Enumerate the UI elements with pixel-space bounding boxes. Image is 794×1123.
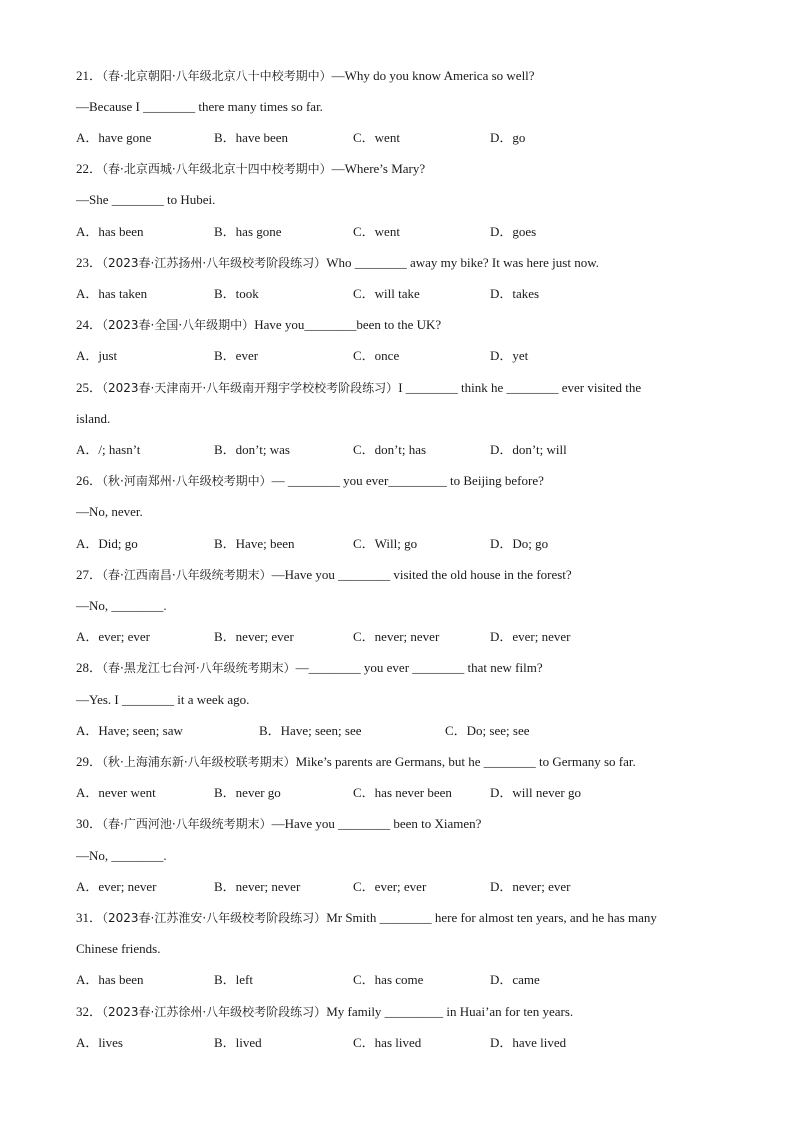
question-number: 21． [76,68,103,83]
option-c[interactable]: C．never; never [353,629,440,644]
option-d[interactable]: D．takes [490,286,540,301]
option-a[interactable]: A．ever; ever [76,629,150,644]
question-number: 24． [76,317,103,332]
question-number: 23． [76,255,103,270]
option-c[interactable]: C．once [353,348,400,363]
question-text: Mr Smith ________ here for almost ten years, and he has many [326,910,657,925]
option-c[interactable]: C．Will; go [353,536,418,551]
question-source: （秋·河南郑州·八年级校考期中） [102,474,272,488]
question-number: 28． [76,660,103,675]
option-a[interactable]: A．lives [76,1035,123,1050]
question-25-line-2: island. [76,411,111,426]
question-source: （春·江西南昌·八年级统考期末） [102,568,272,582]
option-d[interactable]: D．have lived [490,1035,567,1050]
option-a[interactable]: A．just [76,348,118,363]
option-a[interactable]: A．have gone [76,130,152,145]
question-number: 30． [76,816,103,831]
question-source: （2023春·江苏淮安·八年级校考阶段练习） [102,911,327,925]
option-d[interactable]: D．came [490,972,540,987]
question-number: 26． [76,473,103,488]
question-source: （春·广西河池·八年级统考期末） [102,817,272,831]
option-c[interactable]: C．has lived [353,1035,422,1050]
option-c[interactable]: C．will take [353,286,420,301]
option-c[interactable]: C．Do; see; see [445,723,530,738]
question-text: Have you________been to the UK? [254,317,442,332]
question-28-line-2: —Yes. I ________ it a week ago. [76,692,250,707]
option-b[interactable]: B．Have; been [214,536,295,551]
option-a[interactable]: A．Did; go [76,536,138,551]
question-source: （春·北京西城·八年级北京十四中校考期中） [102,162,332,176]
question-source: （2023春·江苏扬州·八年级校考阶段练习） [102,256,327,270]
option-b[interactable]: B．never go [214,785,281,800]
option-d[interactable]: D．goes [490,224,537,239]
question-source: （秋·上海浦东新·八年级校联考期末） [102,755,296,769]
question-22-stem [76,161,734,177]
question-source: （春·北京朝阳·八年级北京八十中校考期中） [102,69,332,83]
option-d[interactable]: D．Do; go [490,536,549,551]
question-source: （2023春·天津南开·八年级南开翔宇学校校考阶段练习） [102,381,399,395]
question-23-stem [76,255,734,271]
question-number: 29． [76,754,103,769]
option-a[interactable]: A．never went [76,785,156,800]
question-number: 32． [76,1004,103,1019]
question-28-stem [76,660,734,676]
option-d[interactable]: D．don’t; will [490,442,567,457]
question-27-line-2: —No, ________. [76,598,167,613]
question-number: 31． [76,910,103,925]
question-text: —Where’s Mary? [331,161,426,176]
option-b[interactable]: B．has gone [214,224,282,239]
question-32-stem [76,1004,734,1020]
option-c[interactable]: C．has never been [353,785,452,800]
option-b[interactable]: B．took [214,286,259,301]
option-b[interactable]: B．have been [214,130,289,145]
question-31-line-2: Chinese friends. [76,941,161,956]
option-a[interactable]: A．has been [76,224,144,239]
question-27-stem [76,567,734,583]
option-c[interactable]: C．ever; ever [353,879,427,894]
option-d[interactable]: D．will never go [490,785,581,800]
option-b[interactable]: B．never; never [214,879,301,894]
question-text: —Why do you know America so well? [331,68,535,83]
question-26-stem [76,473,734,489]
question-number: 27． [76,567,103,582]
question-text: —Have you ________ been to Xiamen? [271,816,482,831]
question-number: 22． [76,161,103,176]
option-b[interactable]: B．lived [214,1035,262,1050]
question-text: Mike’s parents are Germans, but he ________ to Germany so far. [295,754,636,769]
question-text: — ________ you ever_________ to Beijing before? [271,473,544,488]
question-source: （2023春·全国·八年级期中） [102,318,255,332]
question-31-stem [76,910,734,926]
question-21-stem [76,68,734,84]
option-c[interactable]: C．went [353,130,400,145]
option-a[interactable]: A．ever; never [76,879,157,894]
option-a[interactable]: A．has taken [76,286,148,301]
question-22-line-2: —She ________ to Hubei. [76,192,216,207]
option-c[interactable]: C．don’t; has [353,442,427,457]
question-source: （春·黑龙江七台河·八年级统考期末） [102,661,296,675]
question-21-line-2: —Because I ________ there many times so far. [76,99,323,114]
option-a[interactable]: A．/; hasn’t [76,442,141,457]
option-d[interactable]: D．go [490,130,526,145]
question-24-stem [76,317,734,333]
option-b[interactable]: B．ever [214,348,259,363]
question-text: —Have you ________ visited the old house in the forest? [271,567,572,582]
option-b[interactable]: B．Have; seen; see [259,723,362,738]
question-26-line-2: —No, never. [76,504,143,519]
question-text: Who ________ away my bike? It was here just now. [326,255,600,270]
option-d[interactable]: D．yet [490,348,529,363]
question-30-stem [76,816,734,832]
option-b[interactable]: B．don’t; was [214,442,290,457]
option-a[interactable]: A．Have; seen; saw [76,723,183,738]
option-b[interactable]: B．never; ever [214,629,294,644]
question-25-stem [76,380,734,396]
question-30-line-2: —No, ________. [76,848,167,863]
question-text: My family _________ in Huai’an for ten years. [326,1004,574,1019]
question-text: I ________ think he ________ ever visited the [398,380,642,395]
option-c[interactable]: C．went [353,224,400,239]
question-29-stem [76,754,734,770]
option-b[interactable]: B．left [214,972,253,987]
option-d[interactable]: D．never; ever [490,879,571,894]
option-c[interactable]: C．has come [353,972,424,987]
question-number: 25． [76,380,103,395]
question-source: （2023春·江苏徐州·八年级校考阶段练习） [102,1005,327,1019]
option-a[interactable]: A．has been [76,972,144,987]
question-text: —________ you ever ________ that new film? [295,660,543,675]
option-d[interactable]: D．ever; never [490,629,571,644]
